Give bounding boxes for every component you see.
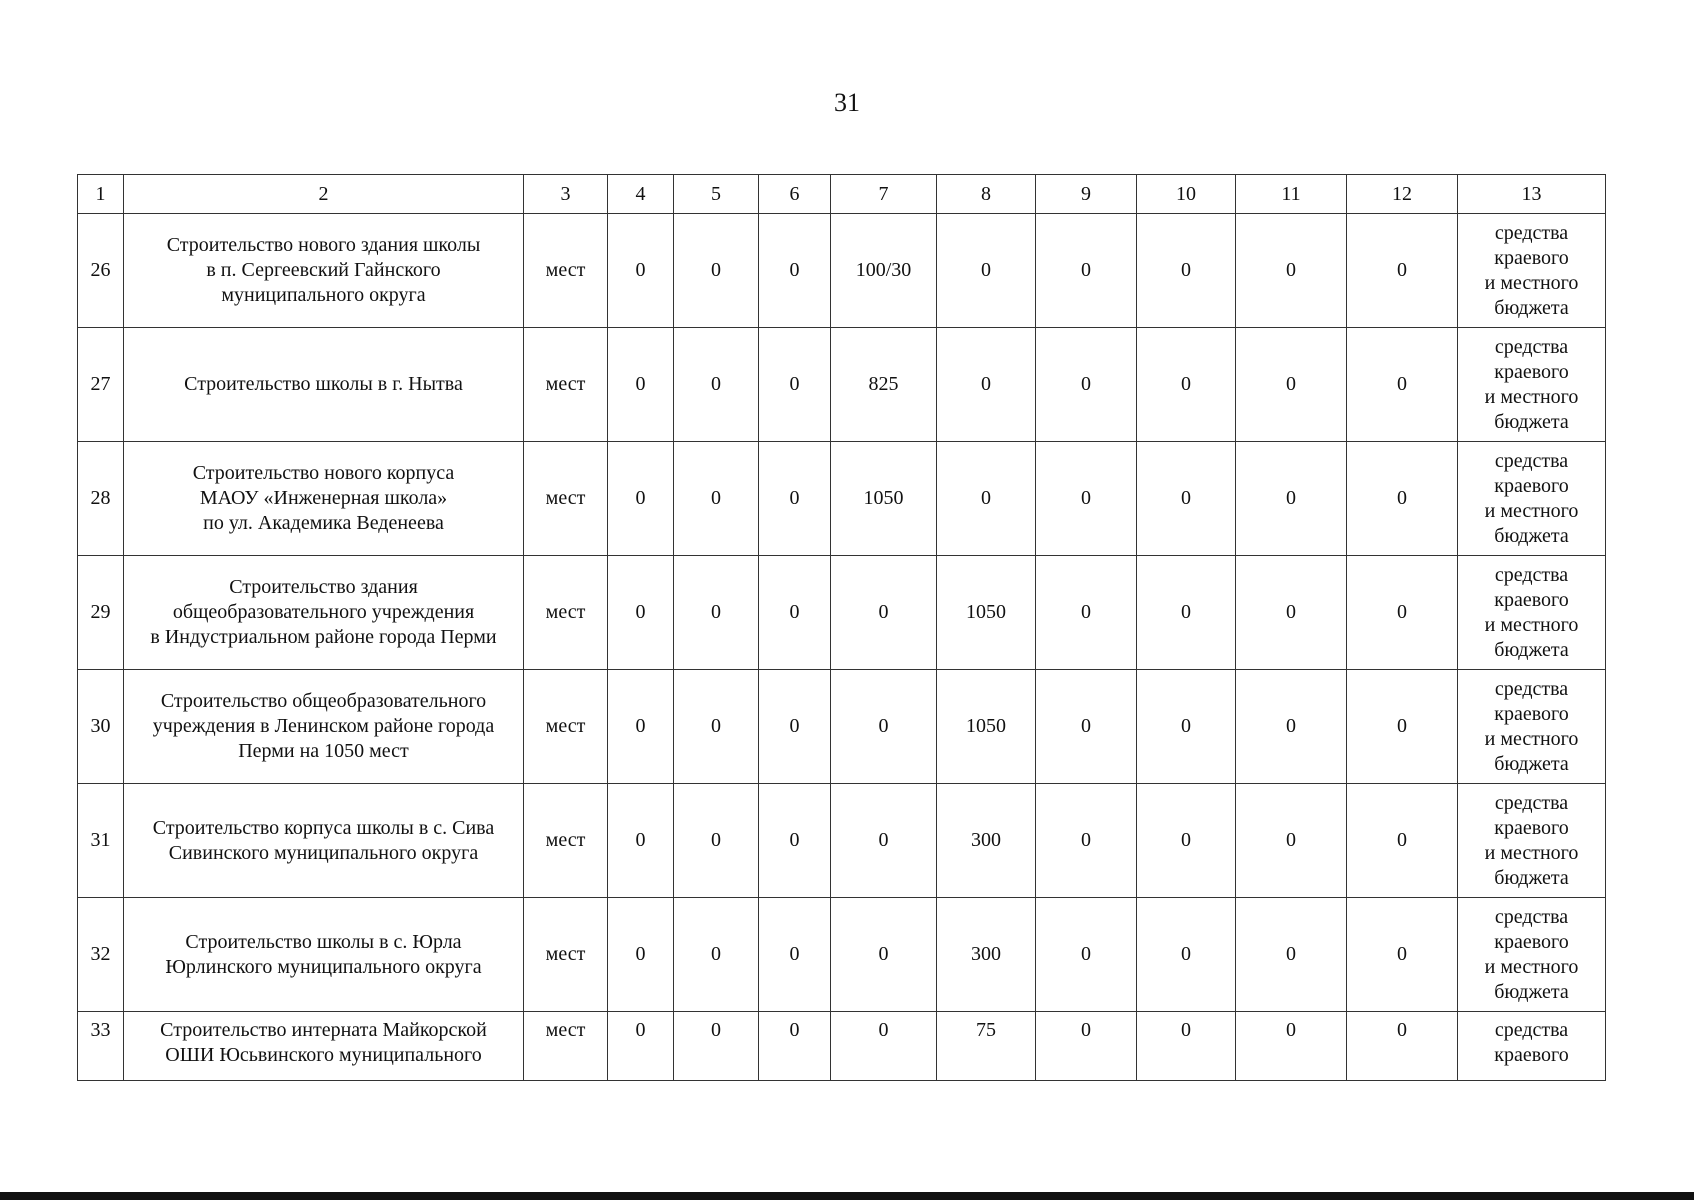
- cell-num: 32: [78, 898, 124, 1012]
- cell-c5: 0: [674, 328, 759, 442]
- cell-c4: 0: [608, 1012, 674, 1081]
- cell-c11: 0: [1236, 556, 1347, 670]
- cell-c9: 0: [1036, 898, 1137, 1012]
- cell-c9: 0: [1036, 784, 1137, 898]
- table-row: [78, 1012, 1606, 1081]
- cell-c4: 0: [608, 556, 674, 670]
- header-cell: 8: [937, 175, 1036, 214]
- cell-c8: 300: [937, 898, 1036, 1012]
- cell-fund: средства краевого и местного бюджета: [1458, 670, 1606, 784]
- cell-c4: 0: [608, 784, 674, 898]
- cell-c6: 0: [759, 442, 831, 556]
- table-row: [78, 784, 1606, 898]
- header-cell: 6: [759, 175, 831, 214]
- cell-c6: 0: [759, 328, 831, 442]
- cell-c8: 0: [937, 442, 1036, 556]
- cell-name: Строительство школы в г. Нытва: [124, 328, 524, 442]
- cell-unit: мест: [524, 442, 608, 556]
- cell-name: Строительство школы в с. Юрла Юрлинского муниципального округа: [124, 898, 524, 1012]
- cell-c8: 0: [937, 328, 1036, 442]
- cell-fund: средства краевого и местного бюджета: [1458, 556, 1606, 670]
- cell-num: 29: [78, 556, 124, 670]
- cell-c7: 100/30: [831, 214, 937, 328]
- table-row: [78, 670, 1606, 784]
- cell-fund: средства краевого и местного бюджета: [1458, 898, 1606, 1012]
- cell-fund: средства краевого и местного бюджета: [1458, 442, 1606, 556]
- cell-c11: 0: [1236, 214, 1347, 328]
- header-cell: 2: [124, 175, 524, 214]
- cell-name: Строительство нового здания школы в п. Сергеевский Гайнского муниципального округа: [124, 214, 524, 328]
- cell-c11: 0: [1236, 784, 1347, 898]
- cell-unit: мест: [524, 328, 608, 442]
- header-cell: 1: [78, 175, 124, 214]
- header-cell: 5: [674, 175, 759, 214]
- cell-c10: 0: [1137, 214, 1236, 328]
- cell-fund: средства краевого и местного бюджета: [1458, 784, 1606, 898]
- cell-c10: 0: [1137, 670, 1236, 784]
- cell-num: 27: [78, 328, 124, 442]
- header-cell: 9: [1036, 175, 1137, 214]
- cell-fund: средства краевого и местного бюджета: [1458, 214, 1606, 328]
- cell-c10: 0: [1137, 898, 1236, 1012]
- table-row: [78, 898, 1606, 1012]
- cell-c10: 0: [1137, 328, 1236, 442]
- cell-c5: 0: [674, 670, 759, 784]
- cell-c10: 0: [1137, 784, 1236, 898]
- cell-c9: 0: [1036, 670, 1137, 784]
- table-row: [78, 442, 1606, 556]
- cell-c7: 825: [831, 328, 937, 442]
- cell-c12: 0: [1347, 670, 1458, 784]
- cell-name: Строительство нового корпуса МАОУ «Инженерная школа» по ул. Академика Веденеева: [124, 442, 524, 556]
- header-cell: 12: [1347, 175, 1458, 214]
- cell-c6: 0: [759, 898, 831, 1012]
- cell-c7: 0: [831, 556, 937, 670]
- header-cell: 10: [1137, 175, 1236, 214]
- cell-num: 33: [78, 1012, 124, 1081]
- cell-c12: 0: [1347, 784, 1458, 898]
- cell-c9: 0: [1036, 214, 1137, 328]
- cell-c5: 0: [674, 898, 759, 1012]
- cell-c5: 0: [674, 784, 759, 898]
- cell-name: Строительство интерната Майкорской ОШИ Юсьвинского муниципального: [124, 1012, 524, 1081]
- cell-c12: 0: [1347, 556, 1458, 670]
- cell-c10: 0: [1137, 1012, 1236, 1081]
- cell-c7: 1050: [831, 442, 937, 556]
- cell-unit: мест: [524, 556, 608, 670]
- cell-c4: 0: [608, 328, 674, 442]
- cell-c6: 0: [759, 670, 831, 784]
- cell-c7: 0: [831, 898, 937, 1012]
- header-cell: 4: [608, 175, 674, 214]
- cell-c6: 0: [759, 784, 831, 898]
- cell-c11: 0: [1236, 1012, 1347, 1081]
- cell-name: Строительство корпуса школы в с. Сива Сивинского муниципального округа: [124, 784, 524, 898]
- cell-c7: 0: [831, 1012, 937, 1081]
- cell-unit: мест: [524, 670, 608, 784]
- cell-fund: средства краевого и местного бюджета: [1458, 328, 1606, 442]
- cell-name: Строительство здания общеобразовательного учреждения в Индустриальном районе города Перми: [124, 556, 524, 670]
- cell-fund: средства краевого: [1458, 1012, 1606, 1081]
- cell-c5: 0: [674, 214, 759, 328]
- cell-c6: 0: [759, 556, 831, 670]
- cell-c10: 0: [1137, 556, 1236, 670]
- cell-c9: 0: [1036, 1012, 1137, 1081]
- cell-c9: 0: [1036, 442, 1137, 556]
- cell-c11: 0: [1236, 898, 1347, 1012]
- cell-num: 31: [78, 784, 124, 898]
- scan-edge-bar: [0, 1192, 1694, 1200]
- header-cell: 11: [1236, 175, 1347, 214]
- cell-unit: мест: [524, 898, 608, 1012]
- cell-num: 26: [78, 214, 124, 328]
- cell-unit: мест: [524, 784, 608, 898]
- cell-c11: 0: [1236, 442, 1347, 556]
- cell-c6: 0: [759, 1012, 831, 1081]
- data-table: [77, 174, 1606, 1081]
- cell-c4: 0: [608, 214, 674, 328]
- cell-c5: 0: [674, 442, 759, 556]
- cell-c8: 1050: [937, 670, 1036, 784]
- header-cell: 13: [1458, 175, 1606, 214]
- cell-c11: 0: [1236, 670, 1347, 784]
- cell-c4: 0: [608, 670, 674, 784]
- table-row: [78, 556, 1606, 670]
- header-cell: 3: [524, 175, 608, 214]
- cell-num: 28: [78, 442, 124, 556]
- cell-c4: 0: [608, 442, 674, 556]
- cell-unit: мест: [524, 1012, 608, 1081]
- cell-c8: 300: [937, 784, 1036, 898]
- cell-c11: 0: [1236, 328, 1347, 442]
- cell-num: 30: [78, 670, 124, 784]
- cell-c8: 75: [937, 1012, 1036, 1081]
- cell-c5: 0: [674, 556, 759, 670]
- cell-c12: 0: [1347, 328, 1458, 442]
- table-row: [78, 328, 1606, 442]
- header-cell: 7: [831, 175, 937, 214]
- cell-c5: 0: [674, 1012, 759, 1081]
- cell-c10: 0: [1137, 442, 1236, 556]
- cell-c8: 1050: [937, 556, 1036, 670]
- cell-c12: 0: [1347, 442, 1458, 556]
- cell-c12: 0: [1347, 1012, 1458, 1081]
- cell-c9: 0: [1036, 556, 1137, 670]
- cell-c7: 0: [831, 784, 937, 898]
- table-header-row: [78, 175, 1606, 214]
- cell-c9: 0: [1036, 328, 1137, 442]
- cell-c4: 0: [608, 898, 674, 1012]
- cell-c6: 0: [759, 214, 831, 328]
- cell-c8: 0: [937, 214, 1036, 328]
- table-row: [78, 214, 1606, 328]
- cell-c12: 0: [1347, 214, 1458, 328]
- cell-unit: мест: [524, 214, 608, 328]
- page-number: 31: [834, 88, 860, 117]
- cell-c7: 0: [831, 670, 937, 784]
- cell-name: Строительство общеобразовательного учреждения в Ленинском районе города Перми на 1050 мест: [124, 670, 524, 784]
- cell-c12: 0: [1347, 898, 1458, 1012]
